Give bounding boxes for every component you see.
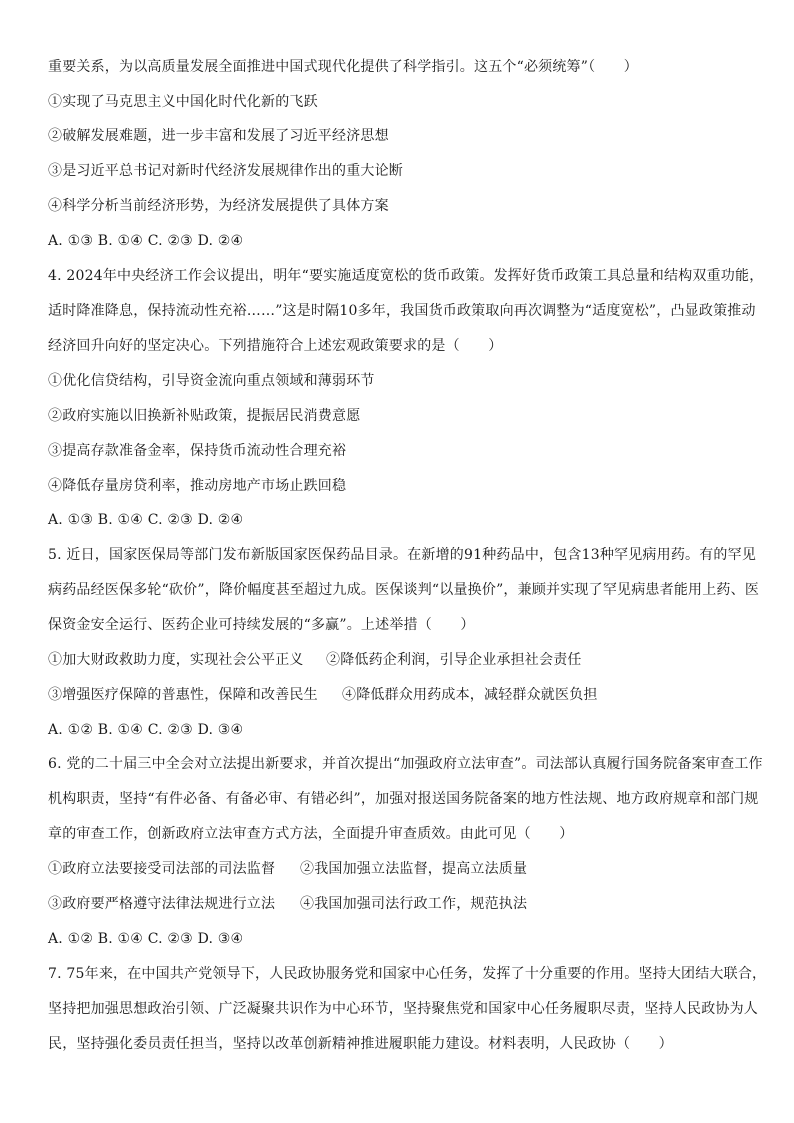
q6-options-row-1	[48, 859, 768, 879]
q3-option-4: ④科学分析当前经济形势，为经济发展提供了具体方案	[48, 198, 389, 214]
q4-option-2: ②政府实施以旧换新补贴政策，提振居民消费意愿	[48, 408, 361, 424]
q7-stem-line-1: 7. 75年来，在中国共产党领导下，人民政协服务党和国家中心任务，发挥了十分重要的作用。坚持大团结大联合，	[48, 966, 767, 982]
q3-option-2: ②破解发展难题，进一步丰富和发展了习近平经济思想	[48, 128, 389, 144]
q6-option-1: ①政府立法要接受司法部的司法监督	[48, 861, 276, 877]
q3-stem: 重要关系，为以高质量发展全面推进中国式现代化提供了科学指引。这五个“必须统筹”（ ）	[48, 59, 638, 75]
q6-stem-line-2: 机构职责，坚持“有件必备、有备必审、有错必纠”，加强对报送国务院备案的地方性法规、地方政府规章和部门规	[48, 791, 759, 807]
q5-option-1: ①加大财政救助力度，实现社会公平正义	[48, 652, 304, 668]
q3-option-3: ③是习近平总书记对新时代经济发展规律作出的重大论断	[48, 163, 403, 179]
q6-answers: A. ①② B. ①④ C. ②③ D. ③④	[48, 931, 244, 947]
q5-option-4: ④降低群众用药成本，减轻群众就医负担	[342, 687, 598, 703]
q5-answers: A. ①② B. ①④ C. ②③ D. ③④	[48, 722, 244, 738]
q6-option-3: ③政府要严格遵守法律法规进行立法	[48, 896, 276, 912]
q5-option-2: ②降低药企利润，引导企业承担社会责任	[326, 652, 582, 668]
q5-stem-line-3: 保资金安全运行、医药企业可持续发展的“多赢”。上述举措（ ）	[48, 617, 475, 633]
q3-option-1: ①实现了马克思主义中国化时代化新的飞跃	[48, 94, 318, 110]
q5-stem-line-2: 病药品经医保多轮“砍价”，降价幅度甚至超过九成。医保谈判“以量换价”，兼顾并实现了罕见病患者能用上药、医	[48, 582, 760, 598]
q4-option-1: ①优化信贷结构，引导资金流向重点领域和薄弱环节	[48, 373, 375, 389]
q4-option-4: ④降低存量房贷利率，推动房地产市场止跌回稳	[48, 478, 347, 494]
q5-options-row-2	[48, 685, 768, 705]
q3-answers: A. ①③ B. ①④ C. ②③ D. ②④	[48, 233, 244, 249]
q4-answers: A. ①③ B. ①④ C. ②③ D. ②④	[48, 512, 244, 528]
q7-stem-line-2: 坚持把加强思想政治引领、广泛凝聚共识作为中心环节，坚持聚焦党和国家中心任务履职尽责，坚持人民政协为人	[48, 1001, 758, 1017]
q6-option-2: ②我国加强立法监督，提高立法质量	[300, 861, 528, 877]
q5-option-3: ③增强医疗保障的普惠性，保障和改善民生	[48, 687, 318, 703]
q4-stem-line-2: 适时降准降息，保持流动性充裕……”这是时隔10多年，我国货币政策取向再次调整为“适度宽松”，凸显政策推动	[48, 303, 756, 319]
q6-option-4: ④我国加强司法行政工作，规范执法	[300, 896, 528, 912]
q6-options-row-2	[48, 894, 768, 914]
q6-stem-line-1: 6. 党的二十届三中全会对立法提出新要求，并首次提出“加强政府立法审查”。司法部认真履行国务院备案审查工作	[48, 756, 763, 772]
q7-stem-line-3: 民，坚持强化委员责任担当，坚持以改革创新精神推进履职能力建设。材料表明，人民政协（ ）	[48, 1036, 673, 1052]
q6-stem-line-3: 章的审查工作，创新政府立法审查方式方法，全面提升审查质效。由此可见（ ）	[48, 826, 574, 842]
q5-options-row-1	[48, 650, 768, 670]
q5-stem-line-1: 5. 近日，国家医保局等部门发布新版国家医保药品目录。在新增的91种药品中，包含13种罕见病用药。有的罕见	[48, 547, 757, 563]
q4-option-3: ③提高存款准备金率，保持货币流动性合理充裕	[48, 443, 347, 459]
q4-stem-line-1: 4. 2024年中央经济工作会议提出，明年“要实施适度宽松的货币政策。发挥好货币政策工具总量和结构双重功能，	[48, 268, 764, 284]
q4-stem-line-3: 经济回升向好的坚定决心。下列措施符合上述宏观政策要求的是（ ）	[48, 338, 503, 354]
